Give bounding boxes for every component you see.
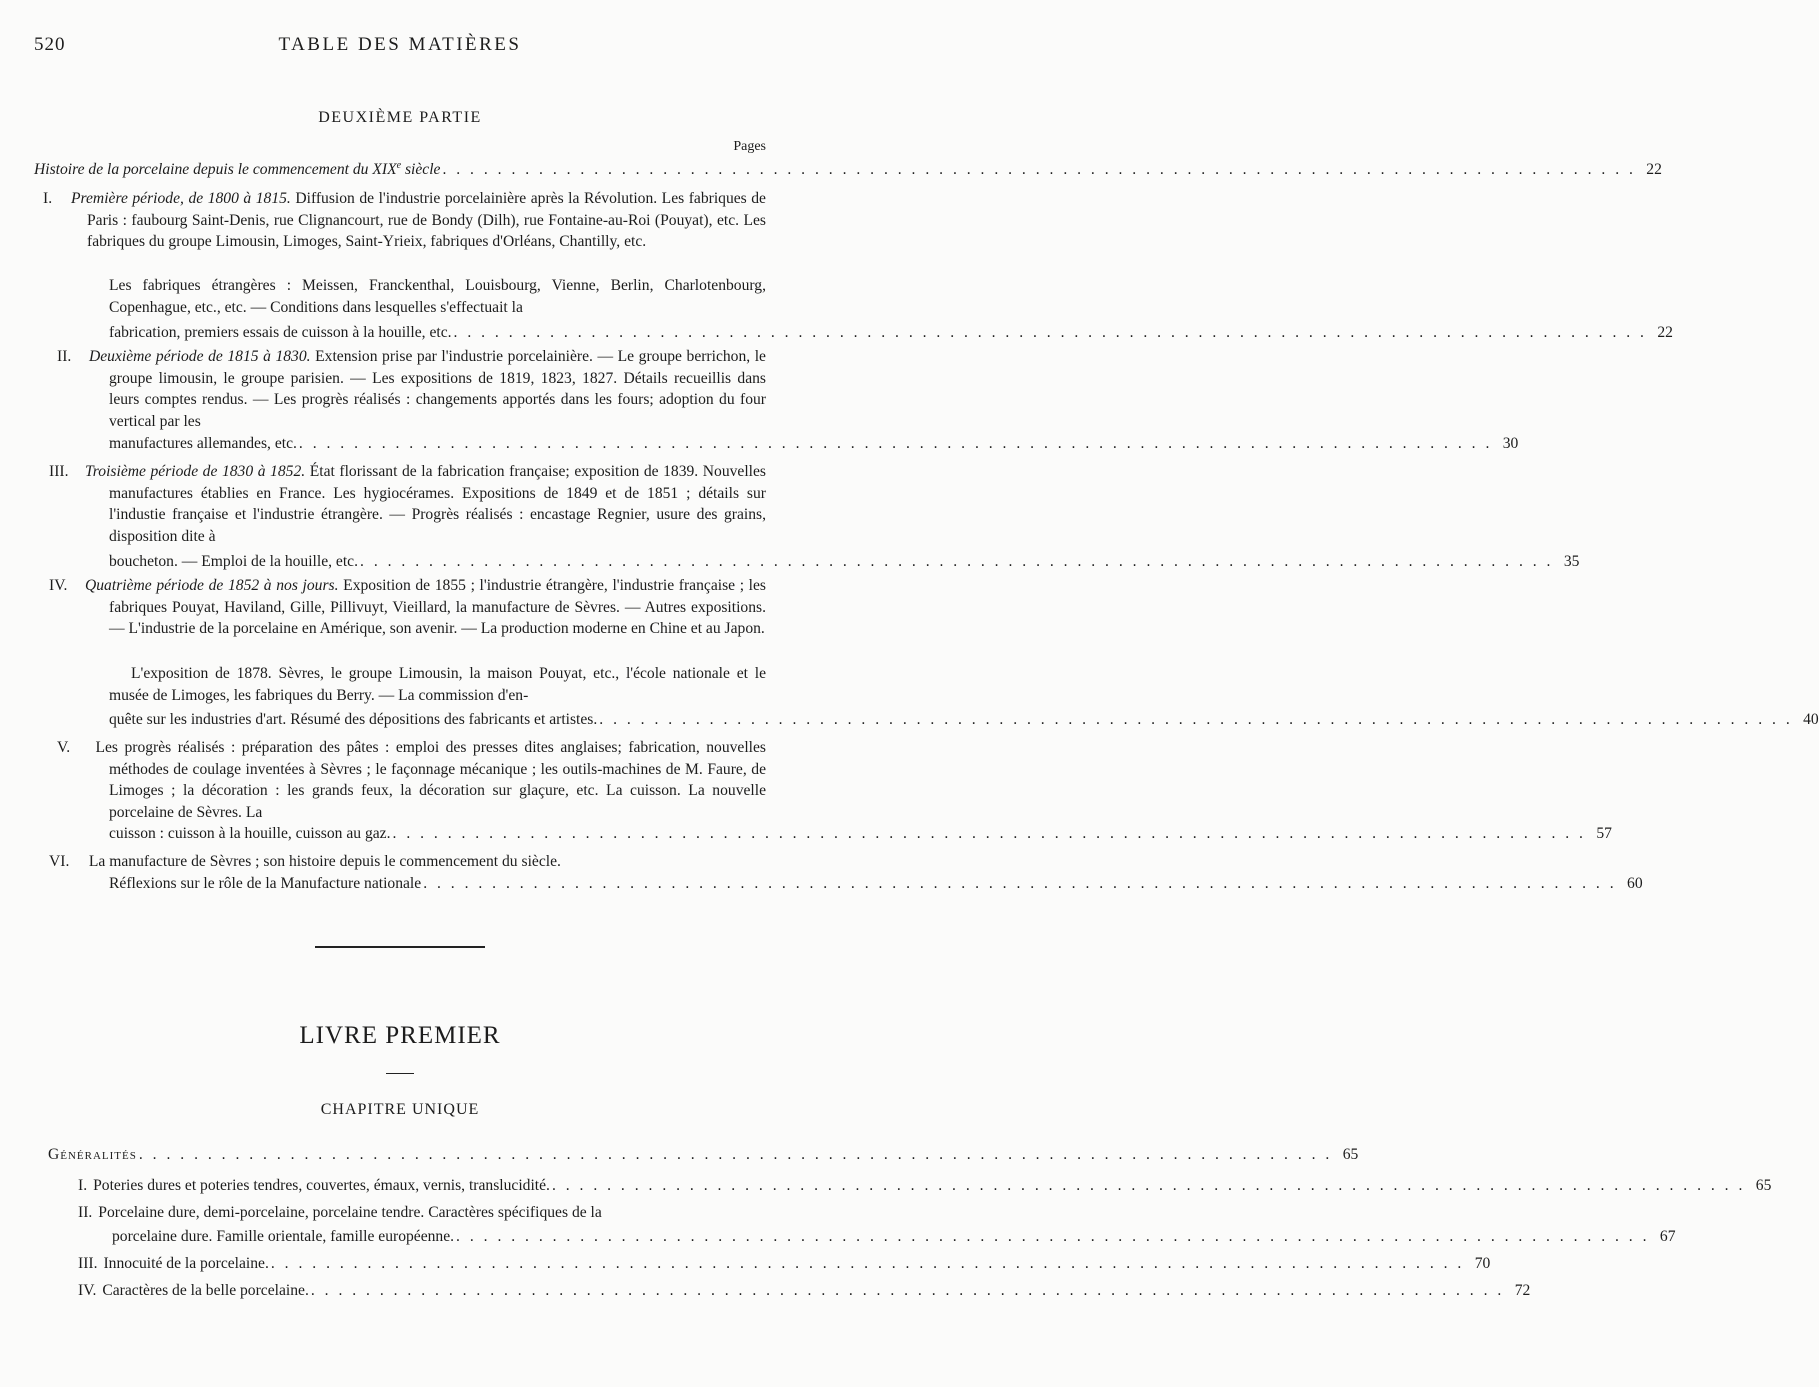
entry-last-line: cuisson : cuisson à la houille, cuisson au gaz. bbox=[109, 825, 391, 842]
toc-page-number: 67 bbox=[1659, 1228, 1676, 1245]
entry-number: II. bbox=[78, 1204, 93, 1221]
chapter-title: CHAPITRE UNIQUE bbox=[320, 1101, 480, 1118]
toc-entry-1-continued bbox=[109, 275, 766, 318]
toc-entry-4-last[interactable] bbox=[109, 709, 1819, 730]
entry-text: Les fabriques étrangères : Meissen, Franckenthal, Louisbourg, Vienne, Berlin, Charlotenbourg, Copenhague, etc., etc. — Conditions dans lesquelles s'effectuait la bbox=[109, 277, 766, 316]
toc-entry-chap-2-last[interactable] bbox=[112, 1226, 1676, 1247]
period-title: Troisième période de 1830 à 1852. bbox=[85, 463, 306, 480]
leader-dots bbox=[299, 433, 1492, 454]
toc-entry-1[interactable]: I. Première période, de 1800 à 1815. Diffusion de l'industrie porcelainière après la Révolution. Les fabriques de Paris : faubourg Saint-Denis, rue Clignancourt, rue de Bondy (Dilh), rue Fontaine-au-Roi (Pouyat), etc. Les fabriques du groupe Limousin, Limoges, Saint-Yrieix, fabriques d'Orléans, Chantilly, etc. bbox=[43, 190, 766, 251]
entry-number: IV. bbox=[78, 1282, 97, 1299]
toc-entry-chap-2[interactable] bbox=[78, 1202, 766, 1223]
toc-entry-label: porcelaine dure. Famille orientale, famille européenne. bbox=[112, 1228, 455, 1245]
entry-text: Diffusion de l'industrie porcelainière après la Révolution. Les fabriques de Paris : faubourg Saint-Denis, rue Clignancourt, rue de Bondy (Dilh), rue Fontaine-au-Roi (Pouyat), etc. Les fabriques du groupe Limousin, Limoges, Saint-Yrieix, fabriques d'Orléans, Chantilly, etc. bbox=[87, 190, 766, 251]
entry-number: III. bbox=[78, 1255, 98, 1272]
toc-page-number: 35 bbox=[1563, 553, 1580, 570]
leader-dots bbox=[552, 1175, 1745, 1196]
page-header bbox=[34, 34, 766, 58]
leader-dots bbox=[454, 322, 1647, 343]
toc-entry-2-last[interactable] bbox=[109, 433, 1519, 454]
toc-page-number: 70 bbox=[1474, 1255, 1491, 1272]
entry-last-line: boucheton. — Emploi de la houille, etc. bbox=[109, 553, 359, 570]
toc-page-number: 22 bbox=[1646, 161, 1662, 179]
entry-last-line: fabrication, premiers essais de cuisson à la houille, etc. bbox=[109, 324, 452, 341]
toc-page-number: 65 bbox=[1755, 1177, 1772, 1194]
leader-dots bbox=[271, 1253, 1464, 1274]
toc-entry-label: Histoire de la porcelaine depuis le commencement du XIXe siècle bbox=[34, 160, 441, 179]
toc-page-number: 30 bbox=[1502, 435, 1519, 452]
entry-last-line: quête sur les industries d'art. Résumé des dépositions des fabricants et artistes. bbox=[109, 711, 598, 728]
book-title: LIVRE PREMIER bbox=[299, 1022, 501, 1049]
toc-entry-chap-4[interactable] bbox=[78, 1280, 1531, 1301]
toc-entry-6[interactable]: VI. La manufacture de Sèvres ; son histoire depuis le commencement du siècle. bbox=[49, 853, 561, 870]
toc-entry-label: Innocuité de la porcelaine. bbox=[103, 1255, 269, 1272]
toc-entry-5-last[interactable] bbox=[109, 823, 1612, 844]
toc-entry-generalites[interactable] bbox=[48, 1144, 1359, 1165]
entry-text: La manufacture de Sèvres ; son histoire depuis le commencement du siècle. bbox=[88, 853, 561, 870]
section-divider bbox=[315, 946, 485, 948]
period-title: Première période, de 1800 à 1815. bbox=[71, 190, 291, 207]
leader-dots bbox=[360, 551, 1553, 572]
toc-entry-4[interactable]: IV. Quatrième période de 1852 à nos jours. Exposition de 1855 ; l'industrie étrangère, l'industrie française ; les fabriques Pouyat, Haviland, Gille, Pillivuyt, Vieillard, la manufacture de Sèvres. — Autres expositions. — L'industrie de la porcelaine en Amérique, son avenir. — La production moderne en Chine et au Japon. bbox=[49, 577, 767, 638]
entry-text: L'exposition de 1878. Sèvres, le groupe Limousin, la maison Pouyat, etc., l'école nationale et le musée de Limoges, les fabriques du Berry. — La commission d'en- bbox=[109, 665, 766, 704]
entry-text: Les progrès réalisés : préparation des pâtes : emploi des presses dites anglaises; fabrication, nouvelles méthodes de coulage inventées à Sèvres ; le façonnage mécanique ; les outils-machines de M. Faure, de Limoges ; la décoration : les grands feux, la décoration sur glaçure, etc. La cuisson. La nouvelle porcelaine de Sèvres. La bbox=[95, 739, 766, 821]
toc-entry-2[interactable]: II. Deuxième période de 1815 à 1830. Extension prise par l'industrie porcelainière. — Le groupe berrichon, le groupe limousin, le groupe parisien. — Les expositions de 1819, 1823, 1827. Détails recueillis dans leurs comptes rendus. — Les progrès réalisés : changements apportés dans les fours; adoption du four vertical par les bbox=[57, 348, 766, 430]
toc-entry-label: Généralités bbox=[48, 1146, 137, 1163]
toc-entry-3-last[interactable] bbox=[109, 551, 1580, 572]
toc-page-number: 60 bbox=[1627, 875, 1643, 892]
toc-entry-label: Poteries dures et poteries tendres, couvertes, émaux, vernis, translucidité. bbox=[93, 1177, 550, 1194]
leader-dots bbox=[599, 709, 1792, 730]
toc-page-number: 57 bbox=[1596, 825, 1612, 842]
toc-page-number: 22 bbox=[1657, 324, 1673, 341]
toc-entry-history[interactable] bbox=[34, 155, 1662, 180]
toc-entry-chap-1[interactable] bbox=[78, 1175, 1772, 1196]
title-divider bbox=[386, 1073, 414, 1074]
entry-last-line: manufactures allemandes, etc. bbox=[109, 435, 297, 452]
leader-dots bbox=[139, 1144, 1332, 1165]
leader-dots bbox=[442, 159, 1635, 180]
leader-dots bbox=[423, 873, 1616, 894]
entry-number: I. bbox=[78, 1177, 88, 1194]
toc-page-number: 65 bbox=[1342, 1146, 1359, 1163]
period-title: Quatrième période de 1852 à nos jours. bbox=[85, 577, 339, 594]
entry-text: Extension prise par l'industrie porcelainière. — Le groupe berrichon, le groupe limousin, le groupe parisien. — Les expositions de 1819, 1823, 1827. Détails recueillis dans leurs comptes rendus. — Les progrès réalisés : changements apportés dans les fours; adoption du four vertical par les bbox=[109, 348, 766, 430]
toc-entry-4-continued bbox=[109, 663, 766, 706]
period-title: Deuxième période de 1815 à 1830. bbox=[89, 348, 311, 365]
entry-text: Exposition de 1855 ; l'industrie étrangère, l'industrie française ; les fabriques Pouyat, Haviland, Gille, Pillivuyt, Vieillard, la manufacture de Sèvres. — Autres expositions. — L'industrie de la porcelaine en Amérique, son avenir. — La production moderne en Chine et au Japon. bbox=[109, 577, 767, 638]
entry-text: État florissant de la fabrication française; exposition de 1839. Nouvelles manufactures établies en France. Les hygiocérames. Expositions de 1849 et de 1851 ; détails sur l'industie française et l'industrie étrangère. — Progrès réalisés : encastage Regnier, usure des grains, disposition dite à bbox=[109, 463, 766, 545]
toc-page-number: 40 bbox=[1803, 711, 1819, 728]
page-number: 520 bbox=[34, 34, 66, 55]
toc-entry-5[interactable]: V. Les progrès réalisés : préparation des pâtes : emploi des presses dites anglaises; fabrication, nouvelles méthodes de coulage inventées à Sèvres ; le façonnage mécanique ; les outils-machines de M. Faure, de Limoges ; la décoration : les grands feux, la décoration sur glaçure, etc. La cuisson. La nouvelle porcelaine de Sèvres. La bbox=[57, 739, 766, 821]
pages-column-label: Pages bbox=[733, 139, 766, 154]
toc-page-number: 72 bbox=[1514, 1282, 1531, 1299]
toc-entry-3[interactable]: III. Troisième période de 1830 à 1852. État florissant de la fabrication française; exposition de 1839. Nouvelles manufactures établies en France. Les hygiocérames. Expositions de 1849 et de 1851 ; détails sur l'industie française et l'industrie étrangère. — Progrès réalisés : encastage Regnier, usure des grains, disposition dite à bbox=[49, 463, 766, 545]
toc-entry-label: Caractères de la belle porcelaine. bbox=[102, 1282, 309, 1299]
part-title: DEUXIÈME PARTIE bbox=[318, 109, 482, 126]
toc-entry-1-last[interactable] bbox=[109, 322, 1673, 343]
toc-entry-label: Porcelaine dure, demi-porcelaine, porcelaine tendre. Caractères spécifiques de la bbox=[98, 1204, 602, 1221]
toc-entry-6-last[interactable] bbox=[109, 873, 1643, 894]
leader-dots bbox=[311, 1280, 1504, 1301]
running-title: TABLE DES MATIÈRES bbox=[278, 34, 522, 55]
leader-dots bbox=[393, 823, 1586, 844]
entry-last-line: Réflexions sur le rôle de la Manufacture nationale bbox=[109, 875, 422, 892]
leader-dots bbox=[456, 1226, 1649, 1247]
toc-entry-chap-3[interactable] bbox=[78, 1253, 1491, 1274]
